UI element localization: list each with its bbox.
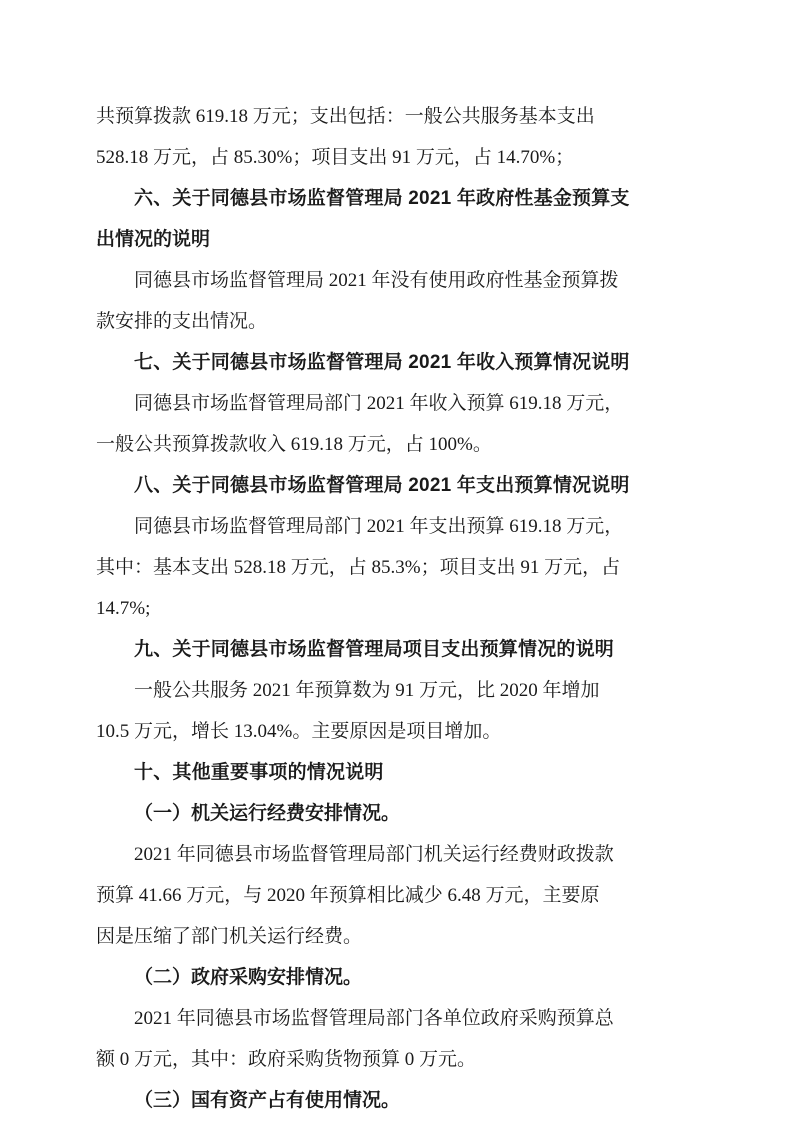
heading-six: 六、关于同德县市场监督管理局 2021 年政府性基金预算支: [134, 188, 630, 209]
paragraph-project-expenditure-line2: 10.5 万元，增长 13.04%。主要原因是项目增加。: [96, 721, 502, 742]
paragraph-operating-expenses-line3: 因是压缩了部门机关运行经费。: [96, 926, 363, 947]
document-body: [96, 96, 701, 1121]
paragraph-government-fund-budget: 同德县市场监督管理局 2021 年没有使用政府性基金预算拨: [134, 270, 619, 291]
paragraph-government-fund-budget-line2: 款安排的支出情况。: [96, 311, 268, 332]
subheading-one: （一）机关运行经费安排情况。: [134, 803, 401, 824]
paragraph-operating-expenses-line2: 预算 41.66 万元，与 2020 年预算相比减少 6.48 万元，主要原: [96, 885, 600, 906]
heading-nine: 九、关于同德县市场监督管理局项目支出预算情况的说明: [134, 639, 615, 660]
paragraph-budget-appropriation: 共预算拨款 619.18 万元；支出包括：一般公共服务基本支出: [96, 106, 595, 127]
paragraph-government-procurement-line2: 额 0 万元，其中：政府采购货物预算 0 万元。: [96, 1049, 477, 1070]
subheading-two: （二）政府采购安排情况。: [134, 967, 363, 988]
paragraph-project-expenditure: 一般公共服务 2021 年预算数为 91 万元，比 2020 年增加: [134, 680, 600, 701]
heading-ten: 十、其他重要事项的情况说明: [134, 762, 384, 783]
paragraph-budget-appropriation-line2: 528.18 万元，占 85.30%；项目支出 91 万元，占 14.70%；: [96, 147, 575, 168]
paragraph-expenditure-budget-line3: 14.7%;: [96, 598, 151, 619]
paragraph-income-budget: 同德县市场监督管理局部门 2021 年收入预算 619.18 万元，: [134, 393, 624, 414]
subheading-three: （三）国有资产占有使用情况。: [134, 1090, 401, 1111]
paragraph-government-procurement: 2021 年同德县市场监督管理局部门各单位政府采购预算总: [134, 1008, 614, 1029]
heading-eight: 八、关于同德县市场监督管理局 2021 年支出预算情况说明: [134, 475, 630, 496]
paragraph-expenditure-budget: 同德县市场监督管理局部门 2021 年支出预算 619.18 万元，: [134, 516, 624, 537]
paragraph-expenditure-budget-line2: 其中：基本支出 528.18 万元，占 85.3%；项目支出 91 万元，占: [96, 557, 621, 578]
paragraph-operating-expenses: 2021 年同德县市场监督管理局部门机关运行经费财政拨款: [134, 844, 614, 865]
heading-six-continued: 出情况的说明: [96, 229, 211, 250]
paragraph-income-budget-line2: 一般公共预算拨款收入 619.18 万元，占 100%。: [96, 434, 492, 455]
heading-seven: 七、关于同德县市场监督管理局 2021 年收入预算情况说明: [134, 352, 630, 373]
